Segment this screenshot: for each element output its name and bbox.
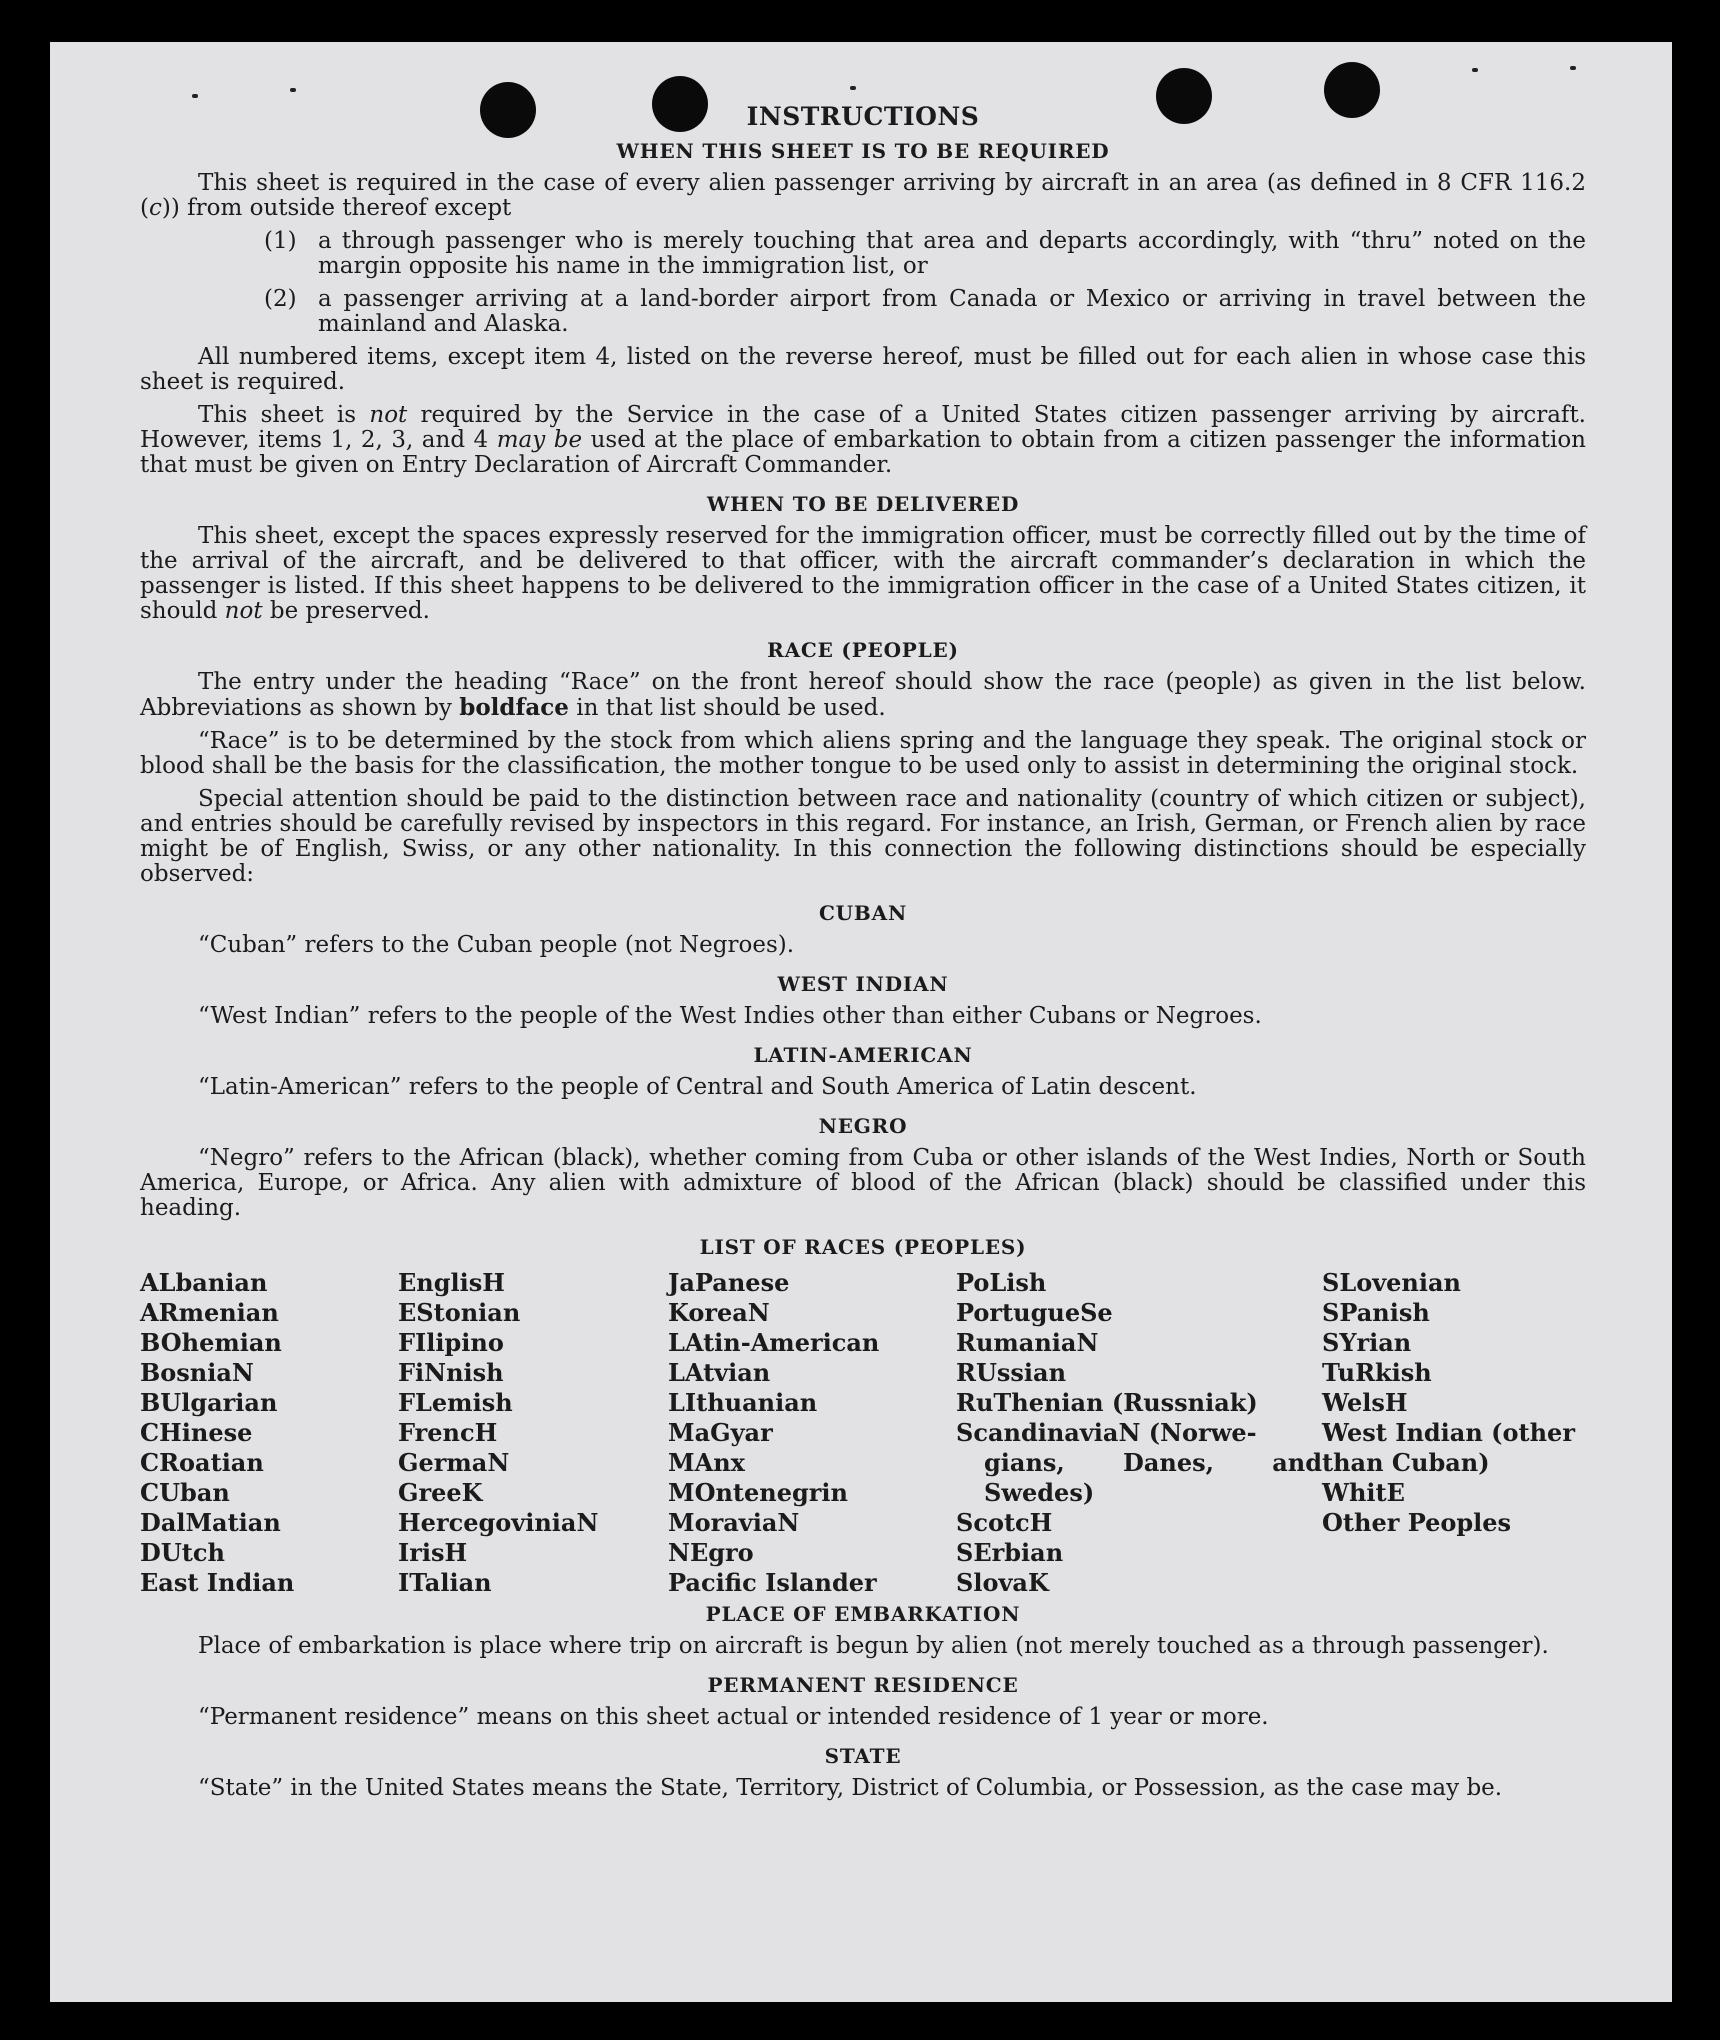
negro-definition: “Negro” refers to the African (black), whether coming from Cuba or other islands of the West Indies, North or South America, Europe, or Africa. Any alien with admixture of blood of the African (black) should be classified under this heading. — [140, 1145, 1586, 1221]
speck — [850, 86, 856, 90]
cuban-definition: “Cuban” refers to the Cuban people (not Negroes). — [198, 932, 795, 958]
race-entry: GermaN — [398, 1448, 510, 1477]
race-entry: PortugueSe — [956, 1298, 1113, 1327]
heading-negro: NEGRO — [818, 1114, 908, 1138]
race-entry: ITalian — [398, 1568, 492, 1597]
residence-definition: “Permanent residence” means on this sheet actual or intended residence of 1 year or more. — [198, 1704, 1269, 1730]
heading-west-indian: WEST INDIAN — [777, 972, 949, 996]
heading-list-of-races: LIST OF RACES (PEOPLES) — [699, 1235, 1027, 1259]
race-entry: Other Peoples — [1322, 1508, 1512, 1537]
west-indian-definition: “West Indian” refers to the people of the West Indies other than either Cubans or Negroes. — [198, 1003, 1262, 1029]
race-entry: DUtch — [140, 1538, 225, 1567]
races-list — [140, 1268, 1586, 1598]
races-column-5 — [1322, 1268, 1586, 1598]
race-entry: FLemish — [398, 1388, 513, 1417]
races-column-3 — [668, 1268, 956, 1598]
exception-item-1: (1) a through passenger who is merely touching that area and departs accordingly, with “thru” noted on the margin opposite his name in the immigration list, or — [264, 228, 1586, 279]
race-entry: BosniaN — [140, 1358, 254, 1387]
race-entry: FIlipino — [398, 1328, 504, 1357]
race-entry: SLovenian — [1322, 1268, 1461, 1297]
race-entry: HercegoviniaN — [398, 1508, 599, 1537]
speck — [1472, 68, 1478, 72]
race-entry: ScotcH — [956, 1508, 1053, 1537]
race-entry: MOntenegrin — [668, 1478, 848, 1507]
race-entry: SYrian — [1322, 1328, 1412, 1357]
race-entry: CUban — [140, 1478, 230, 1507]
race-entry: Pacific Islander — [668, 1568, 877, 1597]
document-sheet — [50, 42, 1672, 2002]
race-entry: MAnx — [668, 1448, 745, 1477]
heading-permanent-residence: PERMANENT RESIDENCE — [707, 1673, 1019, 1697]
race-entry-scandinavian-end: Swedes) — [984, 1478, 1095, 1507]
race-entry: ALbanian — [140, 1268, 268, 1297]
race-entry: EStonian — [398, 1298, 521, 1327]
latin-american-definition: “Latin-American” refers to the people of Central and South America of Latin descent. — [198, 1074, 1197, 1100]
state-definition: “State” in the United States means the State, Territory, District of Columbia, or Possession, as the case may be. — [198, 1775, 1503, 1801]
race-entry: FiNnish — [398, 1358, 504, 1387]
intro-paragraph: This sheet is required in the case of every alien passenger arriving by aircraft in an area (as defined in 8 CFR 116.2 (c)) from outside thereof except — [140, 170, 1586, 221]
speck — [1570, 66, 1576, 70]
race-entry-west-indian: West Indian (other than Cuban) — [1322, 1418, 1575, 1477]
race-paragraph-3: Special attention should be paid to the distinction between race and nationality (country of which citizen or subject), and entries should be carefully revised by inspectors in this regard. For instance, an Irish, German, or French alien by race might be of English, Swiss, or any other nationality. In this connection the following distinctions should be especially observed: — [140, 786, 1586, 887]
race-paragraph-2: “Race” is to be determined by the stock from which aliens spring and the language they speak. The original stock or blood shall be the basis for the classification, the mother tongue to be used only to assist in determining the original stock. — [140, 728, 1586, 779]
race-entry: MoraviaN — [668, 1508, 800, 1537]
instructions-content — [140, 104, 1586, 1809]
race-entry: IrisH — [398, 1538, 468, 1567]
race-entry: CRoatian — [140, 1448, 264, 1477]
races-column-2 — [398, 1268, 668, 1598]
race-entry: LAtvian — [668, 1358, 771, 1387]
page-title: INSTRUCTIONS — [746, 102, 980, 131]
race-entry: MaGyar — [668, 1418, 773, 1447]
race-entry: East Indian — [140, 1568, 295, 1597]
race-entry: CHinese — [140, 1418, 253, 1447]
heading-when-required: WHEN THIS SHEET IS TO BE REQUIRED — [616, 139, 1110, 163]
heading-race: RACE (PEOPLE) — [767, 638, 959, 662]
race-entry: FrencH — [398, 1418, 498, 1447]
race-entry: PoLish — [956, 1268, 1047, 1297]
numbered-items-paragraph: All numbered items, except item 4, listed on the reverse hereof, must be filled out for each alien in whose case this sheet is required. — [140, 344, 1586, 395]
race-entry: RuThenian (Russniak) — [956, 1388, 1258, 1417]
race-entry: WhitE — [1322, 1478, 1405, 1507]
race-entry: WelsH — [1322, 1388, 1408, 1417]
race-entry: LIthuanian — [668, 1388, 818, 1417]
citizen-paragraph: This sheet is not required by the Service in the case of a United States citizen passenger arriving by aircraft. However, items 1, 2, 3, and 4 may be used at the place of embarkation to obtain from a citizen passenger the information that must be given on Entry Declaration of Aircraft Commander. — [140, 402, 1586, 478]
race-entry: GreeK — [398, 1478, 483, 1507]
heading-cuban: CUBAN — [818, 901, 908, 925]
races-column-4 — [956, 1268, 1322, 1598]
race-entry: BOhemian — [140, 1328, 282, 1357]
heading-latin-american: LATIN-AMERICAN — [753, 1043, 973, 1067]
race-entry: LAtin-American — [668, 1328, 880, 1357]
races-column-1 — [140, 1268, 398, 1598]
race-entry-scandinavian-cont: gians, Danes, and — [984, 1448, 1322, 1477]
race-entry: SlovaK — [956, 1568, 1049, 1597]
race-entry: NEgro — [668, 1538, 754, 1567]
race-entry: RumaniaN — [956, 1328, 1099, 1357]
race-entry: RUssian — [956, 1358, 1067, 1387]
race-entry: SPanish — [1322, 1298, 1430, 1327]
race-entry-scandinavian: ScandinaviaN (Norwe- — [956, 1418, 1257, 1447]
race-entry: BUlgarian — [140, 1388, 278, 1417]
race-entry: ARmenian — [140, 1298, 279, 1327]
exception-item-2: (2) a passenger arriving at a land-border airport from Canada or Mexico or arriving in travel between the mainland and Alaska. — [264, 286, 1586, 337]
race-entry: TuRkish — [1322, 1358, 1432, 1387]
speck — [290, 88, 296, 92]
heading-when-delivered: WHEN TO BE DELIVERED — [706, 492, 1020, 516]
race-entry: EnglisH — [398, 1268, 505, 1297]
race-entry: KoreaN — [668, 1298, 770, 1327]
heading-embarkation: PLACE OF EMBARKATION — [705, 1602, 1021, 1626]
delivery-paragraph: This sheet, except the spaces expressly reserved for the immigration officer, must be correctly filled out by the time of the arrival of the aircraft, and be delivered to that officer, with the aircraft commander’s declaration in which the passenger is listed. If this sheet happens to be delivered to the immigration officer in the case of a United States citizen, it should not be preserved. — [140, 523, 1586, 624]
speck — [192, 94, 198, 98]
race-entry: DalMatian — [140, 1508, 281, 1537]
race-entry: JaPanese — [668, 1268, 790, 1297]
race-paragraph-1: The entry under the heading “Race” on the front hereof should show the race (people) as given in the list below. Abbreviations as shown by boldface in that list should be used. — [140, 669, 1586, 721]
race-entry: SErbian — [956, 1538, 1064, 1567]
heading-state: STATE — [824, 1744, 902, 1768]
embarkation-definition: Place of embarkation is place where trip on aircraft is begun by alien (not merely touched as a through passenger). — [198, 1633, 1549, 1659]
